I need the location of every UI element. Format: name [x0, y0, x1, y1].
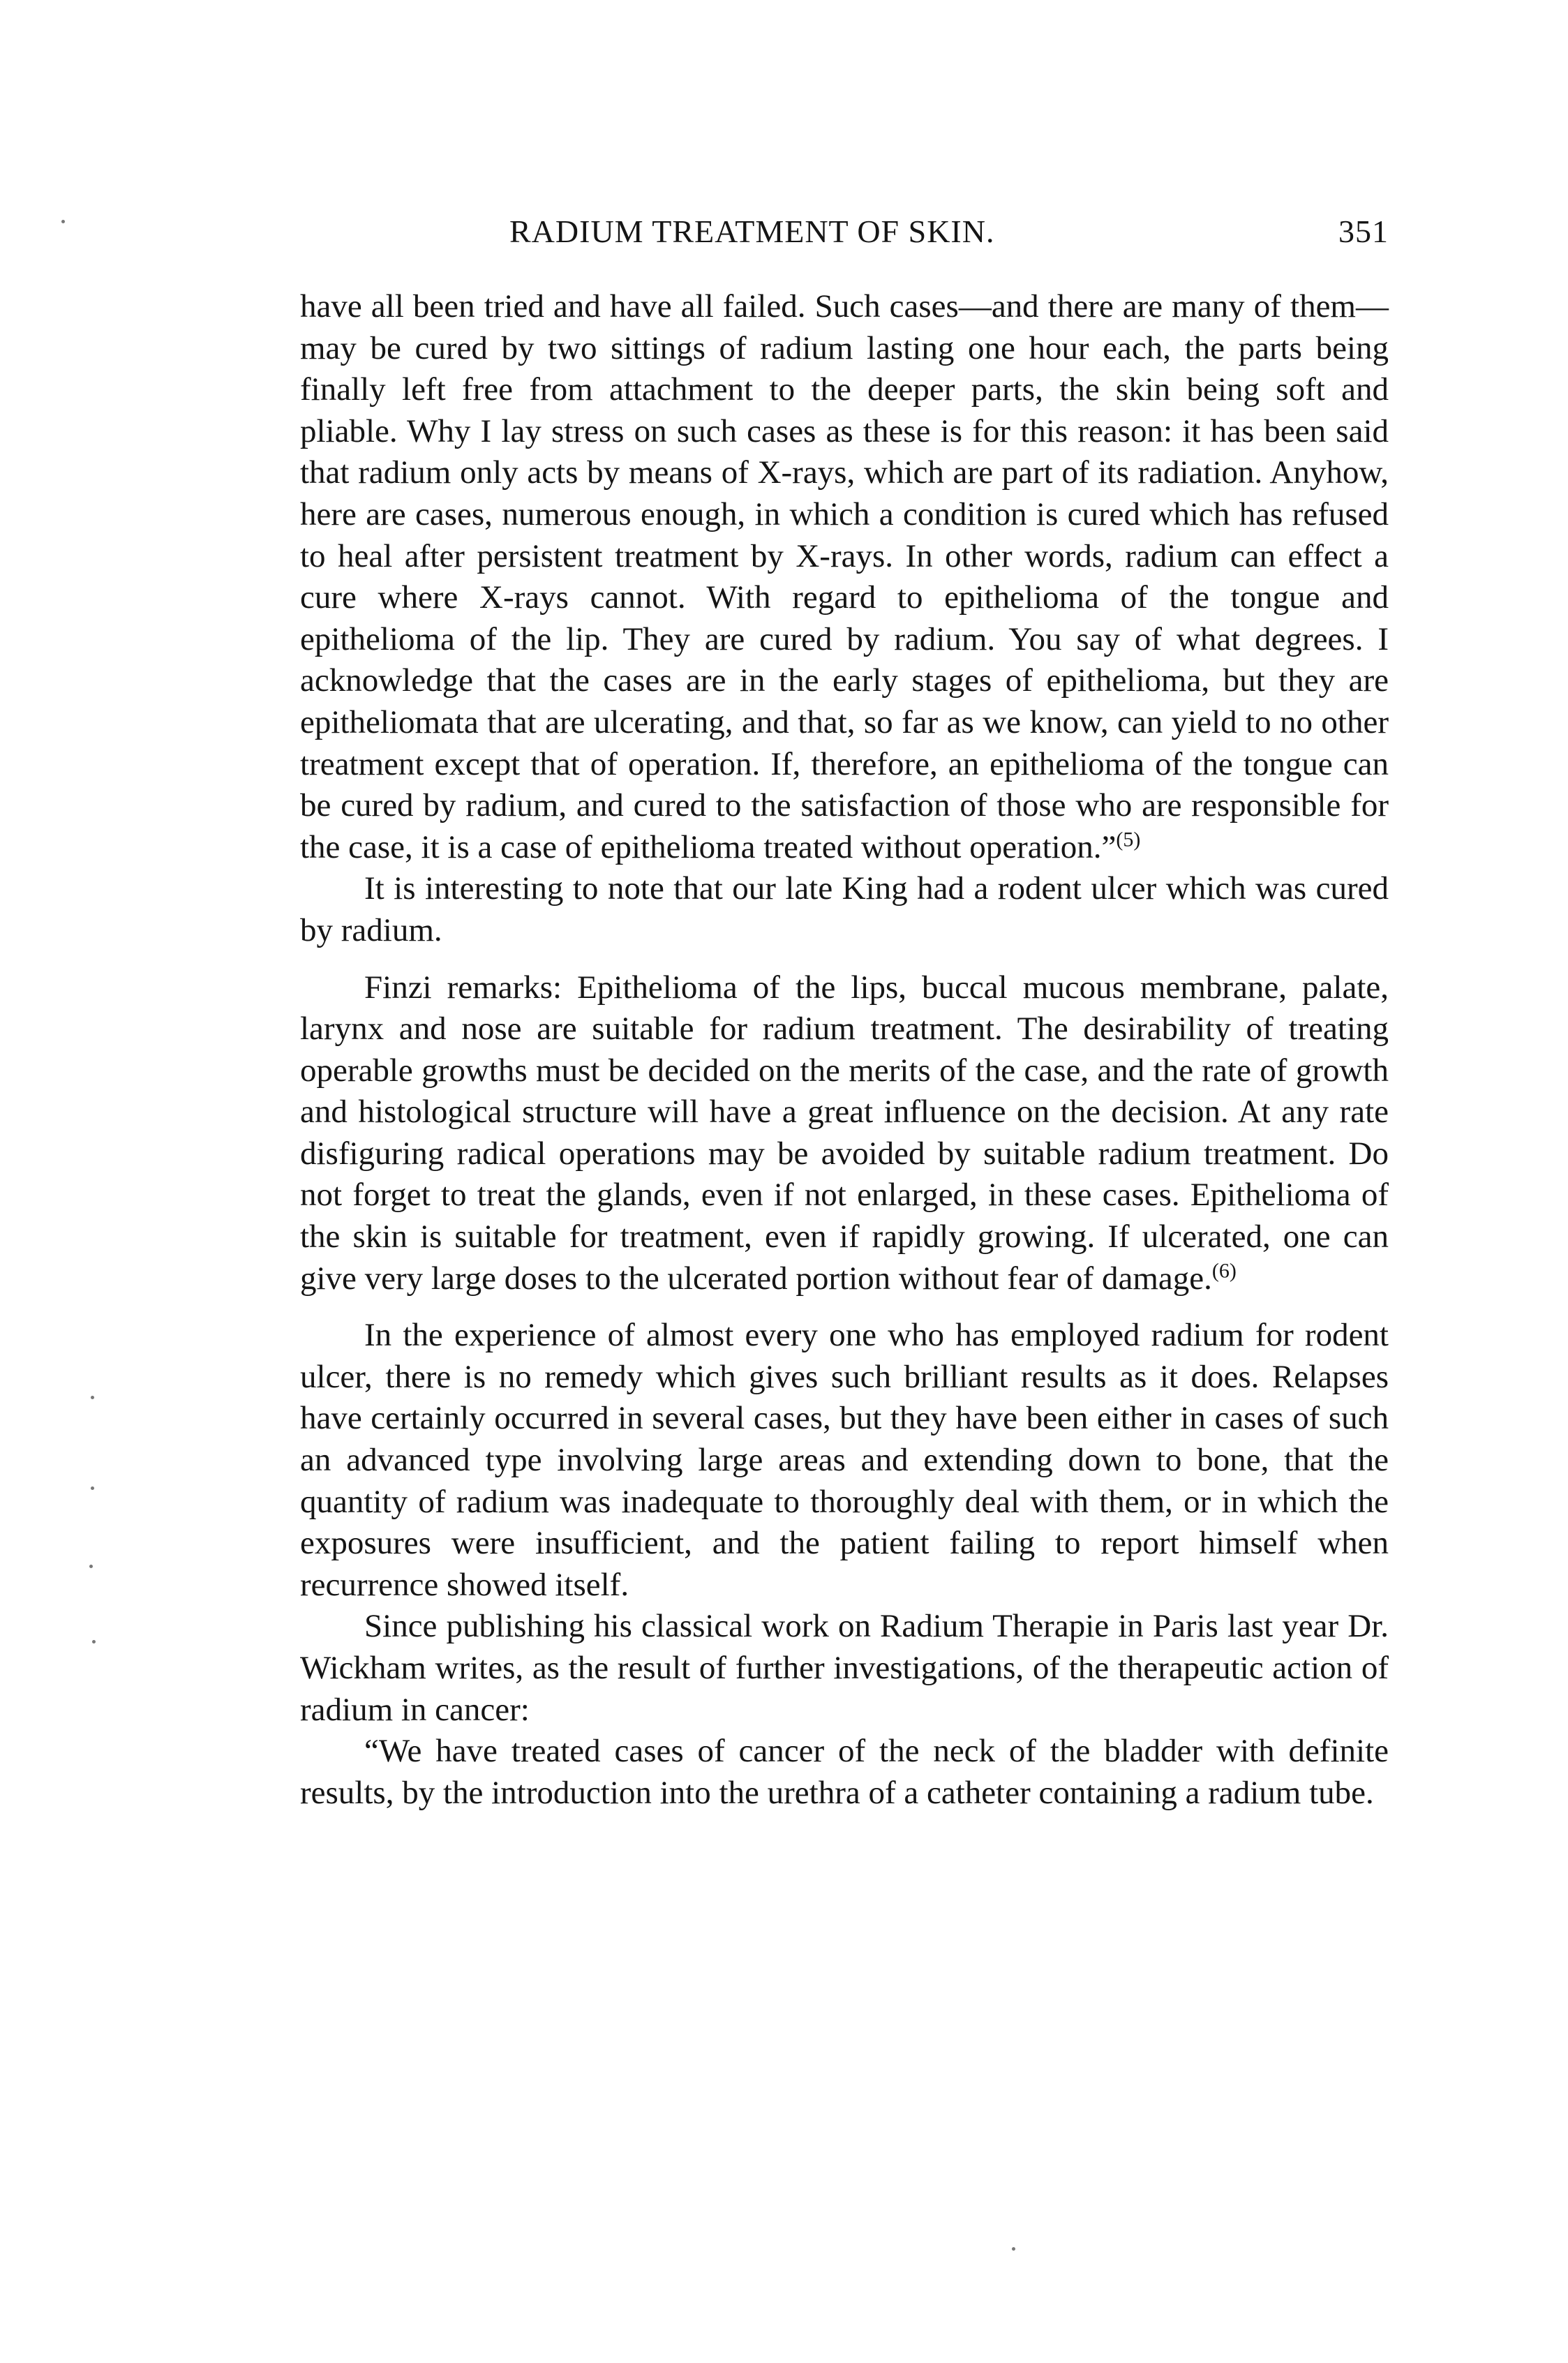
margin-speck	[91, 1396, 94, 1399]
margin-speck	[91, 1486, 94, 1490]
paragraph-late-king	[300, 868, 1389, 951]
paragraph-text: It is interesting to note that our late King had a rodent ulcer which was cured by radium.	[300, 870, 1389, 948]
margin-speck	[92, 1640, 96, 1643]
footnote-reference: (5)	[1116, 828, 1141, 851]
paragraph-bladder-quote	[300, 1731, 1389, 1814]
paragraph-text: Finzi remarks: Epithelioma of the lips, buccal mucous membrane, palate, larynx and nose are suitable for radium treatment. The desirability of treating operable growths must be decided on the merits of the case, and the rate of growth and histological structure will have a great influence on the decision. At any rate disfiguring radical operations may be avoided by suitable radium treatment. Do not forget to treat the glands, even if not enlarged, in these cases. Epithelioma of the skin is suitable for treatment, even if rapidly growing. If ulcerated, one can give very large doses to the ulcerated portion without fear of damage.	[300, 969, 1389, 1297]
running-head	[300, 213, 1389, 262]
paragraph-wickham	[300, 1606, 1389, 1731]
paragraph-text: have all been tried and have all failed. Such cases—and there are many of them—may be cured by two sittings of radium lasting one hour each, the parts being finally left free from attachment to the deeper parts, the skin being soft and pliable. Why I lay stress on such cases as these is for this reason: it has been said that radium only acts by means of X-rays, which are part of its radiation. Anyhow, here are cases, numerous enough, in which a condition is cured which has refused to heal after persistent treatment by X-rays. In other words, radium can effect a cure where X-rays cannot. With regard to epithelioma of the tongue and epithelioma of the lip. They are cured by radium. You say of what degrees. I acknowledge that the cases are in the early stages of epithelioma, but they are epitheliomata that are ulcerating, and that, so far as we know, can yield to no other treatment except that of operation. If, therefore, an epithelioma of the tongue can be cured by radium, and cured to the satisfaction of those who are responsible for the case, it is a case of epithelioma treated without operation.”	[300, 288, 1389, 865]
margin-speck	[61, 220, 65, 223]
paragraph-text: In the experience of almost every one who has employed radium for rodent ulcer, there is no remedy which gives such brilliant results as it does. Relapses have certainly occurred in several cases, but they have been either in cases of such an advanced type involving large areas and extending down to bone, that the quantity of radium was inadequate to thoroughly deal with them, or in which the exposures were insufficient, and the patient failing to report himself when recurrence showed itself.	[300, 1317, 1389, 1603]
margin-speck	[89, 1565, 93, 1568]
paragraph-text: “We have treated cases of cancer of the neck of the bladder with definite results, by the introduction into the urethra of a catheter containing a radium tube.	[300, 1733, 1389, 1811]
page-number: 351	[1338, 214, 1389, 249]
running-title: RADIUM TREATMENT OF SKIN.	[509, 214, 995, 249]
paragraph-rodent-ulcer	[300, 1315, 1389, 1606]
paragraph-quote-continuation	[300, 286, 1389, 868]
paragraph-text: Since publishing his classical work on Radium Therapie in Paris last year Dr. Wickham writes, as the result of further investigations, of the therapeutic action of radium in cancer:	[300, 1608, 1389, 1728]
body-text	[300, 286, 1389, 1814]
footnote-reference: (6)	[1211, 1259, 1237, 1282]
paragraph-finzi	[300, 967, 1389, 1300]
margin-speck	[1012, 2247, 1015, 2251]
